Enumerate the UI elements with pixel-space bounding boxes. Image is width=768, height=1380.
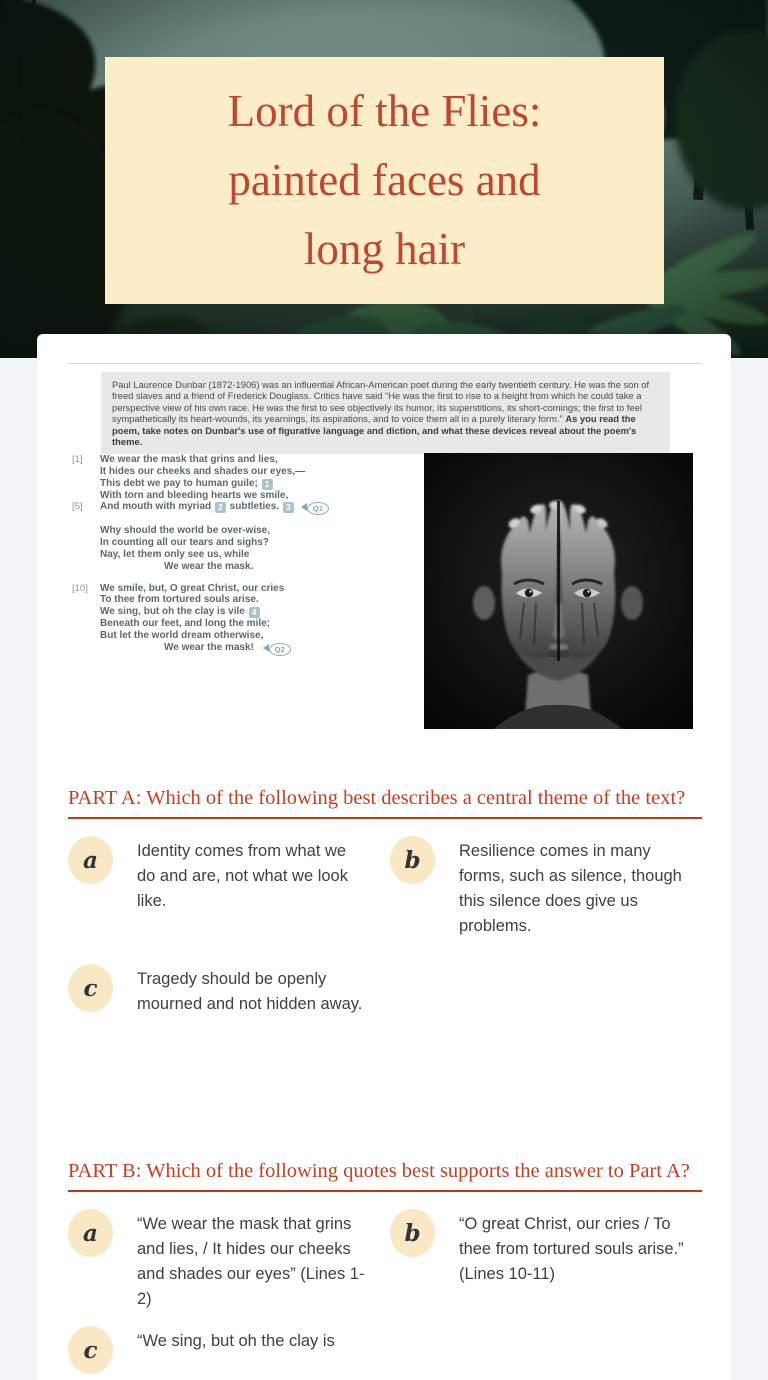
- question-arrow-icon: [297, 503, 307, 511]
- poem-line: In counting all our tears and sighs?: [100, 537, 269, 549]
- annotation-badge: 2: [215, 502, 226, 513]
- part-b-divider: [68, 1190, 702, 1192]
- part-a-divider: [68, 817, 702, 819]
- author-intro-box: [101, 372, 670, 454]
- poem-line: We wear the mask.: [164, 560, 254, 572]
- poem-line: [5] And mouth with myriad 2 subtleties. 3 Q1: [72, 501, 422, 515]
- poem-line: [10] We smile, but, O great Christ, our cries: [72, 582, 285, 594]
- poem-line: But let the world dream otherwise,: [100, 629, 264, 641]
- option-text: “We sing, but oh the clay is: [137, 1332, 335, 1350]
- author-intro-directions: As you read the poem, take notes on Dunbar's use of figurative language and diction, and what these devices reveal about the poem's theme.: [112, 413, 637, 448]
- part-a-option-c[interactable]: [68, 964, 386, 1017]
- option-letter-bubble: c: [68, 964, 113, 1012]
- option-text: “O great Christ, our cries / To thee from tortured souls arise.” (Lines 10-11): [459, 1215, 684, 1283]
- annotation-badge: 3: [283, 502, 294, 513]
- title-line: painted faces and: [228, 155, 541, 205]
- annotation-badge: 1: [262, 479, 273, 490]
- line-number: [1]: [72, 454, 83, 465]
- part-b-option-c[interactable]: [68, 1326, 386, 1374]
- annotation-badge: 4: [249, 607, 260, 618]
- option-letter-bubble: c: [68, 1326, 113, 1374]
- part-b-section: [68, 1158, 702, 1374]
- option-letter-bubble: b: [390, 836, 435, 884]
- poem-stanza: [72, 525, 422, 572]
- option-text: Resilience comes in many forms, such as silence, though this silence does give us problems.: [459, 842, 682, 935]
- poem-we-wear-the-mask: [72, 454, 422, 666]
- poem-line: We wear the mask! Q2: [72, 642, 422, 656]
- hands-over-face-illustration: [424, 453, 693, 729]
- poem-line: To thee from tortured souls arise.: [100, 594, 259, 606]
- part-b-option-a[interactable]: [68, 1209, 386, 1312]
- content-panel: [37, 334, 731, 1380]
- poem-line: We sing, but oh the clay is vile 4: [72, 606, 422, 618]
- poem-line: [1] We wear the mask that grins and lies,: [72, 454, 278, 465]
- option-text: Identity comes from what we do and are, not what we look like.: [137, 842, 348, 910]
- line-number: [10]: [72, 582, 88, 594]
- embedded-worksheet-image: [68, 363, 702, 736]
- line-number: [5]: [72, 501, 83, 513]
- option-text: Tragedy should be openly mourned and not hidden away.: [137, 970, 363, 1013]
- hands-over-face-photo: [424, 453, 693, 729]
- part-b-heading: PART B: Which of the following quotes best supports the answer to Part A?: [68, 1160, 690, 1182]
- part-a-section: [68, 785, 702, 1017]
- option-letter-bubble: a: [68, 1209, 113, 1257]
- option-letter-bubble: a: [68, 836, 113, 884]
- worksheet-title: [228, 77, 542, 284]
- poem-line: With torn and bleeding hearts we smile,: [100, 489, 289, 501]
- poem-line: This debt we pay to human guile; 1: [72, 478, 422, 490]
- option-text: “We wear the mask that grins and lies, / It hides our cheeks and shades our eyes” (Lines 1-2): [137, 1215, 365, 1308]
- question-tag: Q2: [269, 643, 291, 656]
- poem-stanza: [72, 454, 422, 515]
- poem-stanza: [72, 583, 422, 656]
- question-arrow-icon: [259, 644, 269, 652]
- option-letter-bubble: b: [390, 1209, 435, 1257]
- part-a-option-b[interactable]: [386, 836, 702, 939]
- part-a-options: [68, 836, 702, 1017]
- title-line: Lord of the Flies:: [227, 86, 542, 136]
- part-b-option-b[interactable]: [386, 1209, 702, 1312]
- poem-line: Beneath our feet, and long the mile;: [100, 618, 271, 630]
- part-b-options: [68, 1209, 702, 1374]
- part-a-option-a[interactable]: [68, 836, 386, 939]
- title-line: long hair: [303, 224, 466, 274]
- poem-line: It hides our cheeks and shades our eyes,—: [100, 465, 306, 477]
- poem-line: Why should the world be over-wise,: [100, 525, 271, 537]
- part-a-heading: PART A: Which of the following best describes a central theme of the text?: [68, 787, 686, 809]
- poem-line: Nay, let them only see us, while: [100, 548, 250, 560]
- worksheet-title-card: [105, 57, 664, 304]
- author-intro-text: Paul Laurence Dunbar (1872-1906) was an influential African-American poet during the early twentieth century. He was the son of freed slaves and a friend of Frederick Douglass. Critics have said “He was the first to rise to a height from which he could take a perspective view of his own race. He was the first to see objectively its humor, its superstitions, its short-comings; the first to feel sympathetically its heart-wounds, its yearnings, its aspirations, and to voice them all in a purely literary form.”: [112, 379, 650, 425]
- question-tag: Q1: [307, 502, 329, 515]
